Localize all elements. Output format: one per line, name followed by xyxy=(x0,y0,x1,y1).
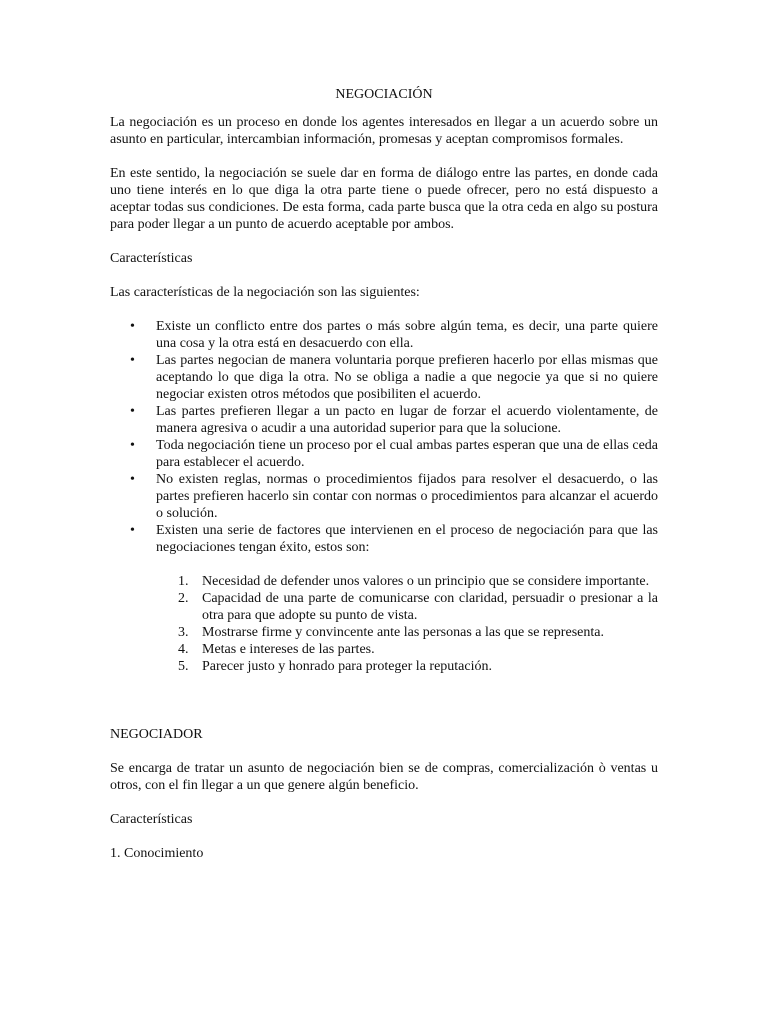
characteristics-heading: Características xyxy=(110,251,193,266)
list-item-text: Existe un conflicto entre dos partes o más sobre algún tema, es decir, una parte quiere una cosa y la otra está en desacuerdo con ella. xyxy=(156,319,658,351)
list-item xyxy=(130,403,658,437)
item-number: 5. xyxy=(178,659,189,674)
list-item-text: No existen reglas, normas o procedimientos fijados para resolver el desacuerdo, o las partes prefieren hacerlo sin contar con normas o procedimientos para alcanzar el acuerdo o solución. xyxy=(156,472,658,521)
numbered-item-text: Capacidad de una parte de comunicarse con claridad, persuadir o presionar a la otra para que adopte su punto de vista. xyxy=(202,591,658,623)
list-item xyxy=(130,471,658,522)
numbered-item xyxy=(178,624,658,641)
list-item-text: Las partes negocian de manera voluntaria porque prefieren hacerlo por ellas mismas que aceptando lo que diga la otra. No se obliga a nadie a que negocie ya que si no quiere negociar existen otros métodos que posibiliten el acuerdo. xyxy=(156,353,658,402)
numbered-item-text: Necesidad de defender unos valores o un principio que se considere importante. xyxy=(202,574,650,589)
bullet-icon: • xyxy=(130,319,135,334)
list-item xyxy=(130,437,658,471)
numbered-item xyxy=(178,658,658,675)
numbered-item-text: Mostrarse firme y convincente ante las personas a las que se representa. xyxy=(202,625,604,640)
characteristics-list xyxy=(110,318,658,675)
bullet-icon: • xyxy=(130,438,135,453)
numbered-item xyxy=(178,641,658,658)
characteristics-lead-in: Las características de la negociación son las siguientes: xyxy=(110,285,420,300)
bullet-icon: • xyxy=(130,472,135,487)
dialogue-paragraph: En este sentido, la negociación se suele dar en forma de diálogo entre las partes, en donde cada uno tiene interés en lo que diga la otra parte tiene o puede ofrecer, pero no está dispuesto a aceptar todas sus condiciones. De esta forma, cada parte busca que la otra ceda en algo su postura para poder llegar a un punto de acuerdo aceptable por ambos. xyxy=(110,166,658,232)
numbered-item-text: Parecer justo y honrado para proteger la reputación. xyxy=(202,659,492,674)
numbered-item xyxy=(178,573,658,590)
numbered-item xyxy=(178,590,658,624)
document-title: NEGOCIACIÓN xyxy=(335,87,433,102)
factors-list xyxy=(156,573,658,675)
numbered-item-text: Metas e intereses de las partes. xyxy=(202,642,375,657)
list-item-text: Toda negociación tiene un proceso por el cual ambas partes esperan que una de ellas ceda para establecer el acuerdo. xyxy=(156,438,658,470)
item-number: 2. xyxy=(178,591,189,606)
negotiator-item-knowledge: 1. Conocimiento xyxy=(110,846,204,861)
list-item-text: Existen una serie de factores que intervienen en el proceso de negociación para que las negociaciones tengan éxito, estos son: xyxy=(156,523,658,555)
list-item xyxy=(130,352,658,403)
item-number: 4. xyxy=(178,642,189,657)
negotiator-paragraph: Se encarga de tratar un asunto de negociación bien se de compras, comercialización ò ventas u otros, con el fin llegar a un que genere algún beneficio. xyxy=(110,761,658,793)
document-body xyxy=(110,86,658,862)
bullet-icon: • xyxy=(130,353,135,368)
bullet-icon: • xyxy=(130,523,135,538)
list-item xyxy=(130,318,658,352)
list-item-text: Las partes prefieren llegar a un pacto en lugar de forzar el acuerdo violentamente, de manera agresiva o acudir a una autoridad superior para que la solucione. xyxy=(156,404,658,436)
negotiator-characteristics-heading: Características xyxy=(110,812,193,827)
intro-paragraph: La negociación es un proceso en donde los agentes interesados en llegar a un acuerdo sobre un asunto en particular, intercambian información, promesas y aceptan compromisos formales. xyxy=(110,115,658,147)
item-number: 3. xyxy=(178,625,189,640)
item-number: 1. xyxy=(178,574,189,589)
bullet-icon: • xyxy=(130,404,135,419)
list-item xyxy=(130,522,658,675)
negotiator-section-title: NEGOCIADOR xyxy=(110,727,203,742)
